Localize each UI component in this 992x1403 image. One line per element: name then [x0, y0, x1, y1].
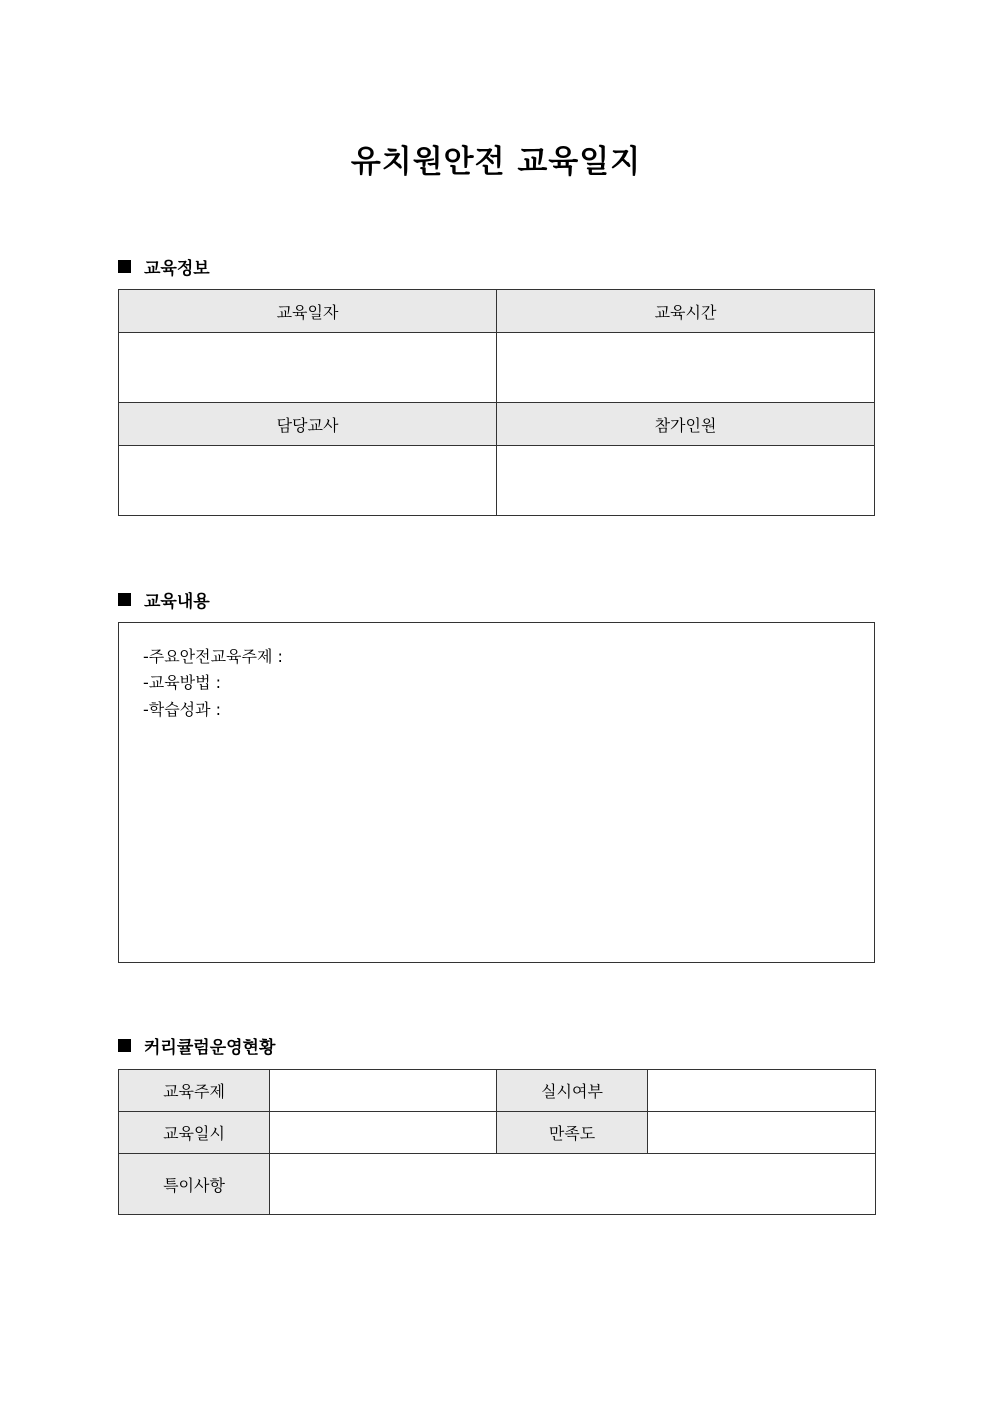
content-line-topic: -주요안전교육주제 :: [143, 647, 283, 666]
done-label: 실시여부: [497, 1070, 648, 1112]
content-line-method: -교육방법 :: [143, 673, 222, 692]
participants-label: 참가인원: [497, 403, 875, 446]
square-bullet-icon: [118, 593, 131, 606]
date-field[interactable]: [119, 333, 497, 403]
square-bullet-icon: [118, 260, 131, 273]
document-title: 유치원안전 교육일지: [350, 144, 642, 180]
notes-field[interactable]: [270, 1154, 876, 1215]
square-bullet-icon: [118, 1039, 131, 1052]
time-field[interactable]: [497, 333, 875, 403]
satisfaction-field[interactable]: [648, 1112, 876, 1154]
section-heading-label: 교육정보: [144, 259, 210, 279]
teacher-field[interactable]: [119, 446, 497, 516]
curriculum-table: [118, 1069, 876, 1215]
section-heading-info: [118, 254, 210, 279]
done-field[interactable]: [648, 1070, 876, 1112]
time-label: 교육시간: [497, 290, 875, 333]
content-line-outcome: -학습성과 :: [143, 700, 222, 719]
section-heading-label: 커리큘럼운영현황: [144, 1038, 276, 1058]
topic-label: 교육주제: [119, 1070, 270, 1112]
teacher-label: 담당교사: [119, 403, 497, 446]
content-box[interactable]: [118, 622, 875, 963]
participants-field[interactable]: [497, 446, 875, 516]
satisfaction-label: 만족도: [497, 1112, 648, 1154]
datetime-field[interactable]: [270, 1112, 497, 1154]
info-table: [118, 289, 875, 516]
date-label: 교육일자: [119, 290, 497, 333]
notes-label: 특이사항: [119, 1154, 270, 1215]
section-heading-curriculum: [118, 1033, 275, 1058]
topic-field[interactable]: [270, 1070, 497, 1112]
section-heading-content: [118, 587, 210, 612]
datetime-label: 교육일시: [119, 1112, 270, 1154]
section-heading-label: 교육내용: [144, 592, 210, 612]
